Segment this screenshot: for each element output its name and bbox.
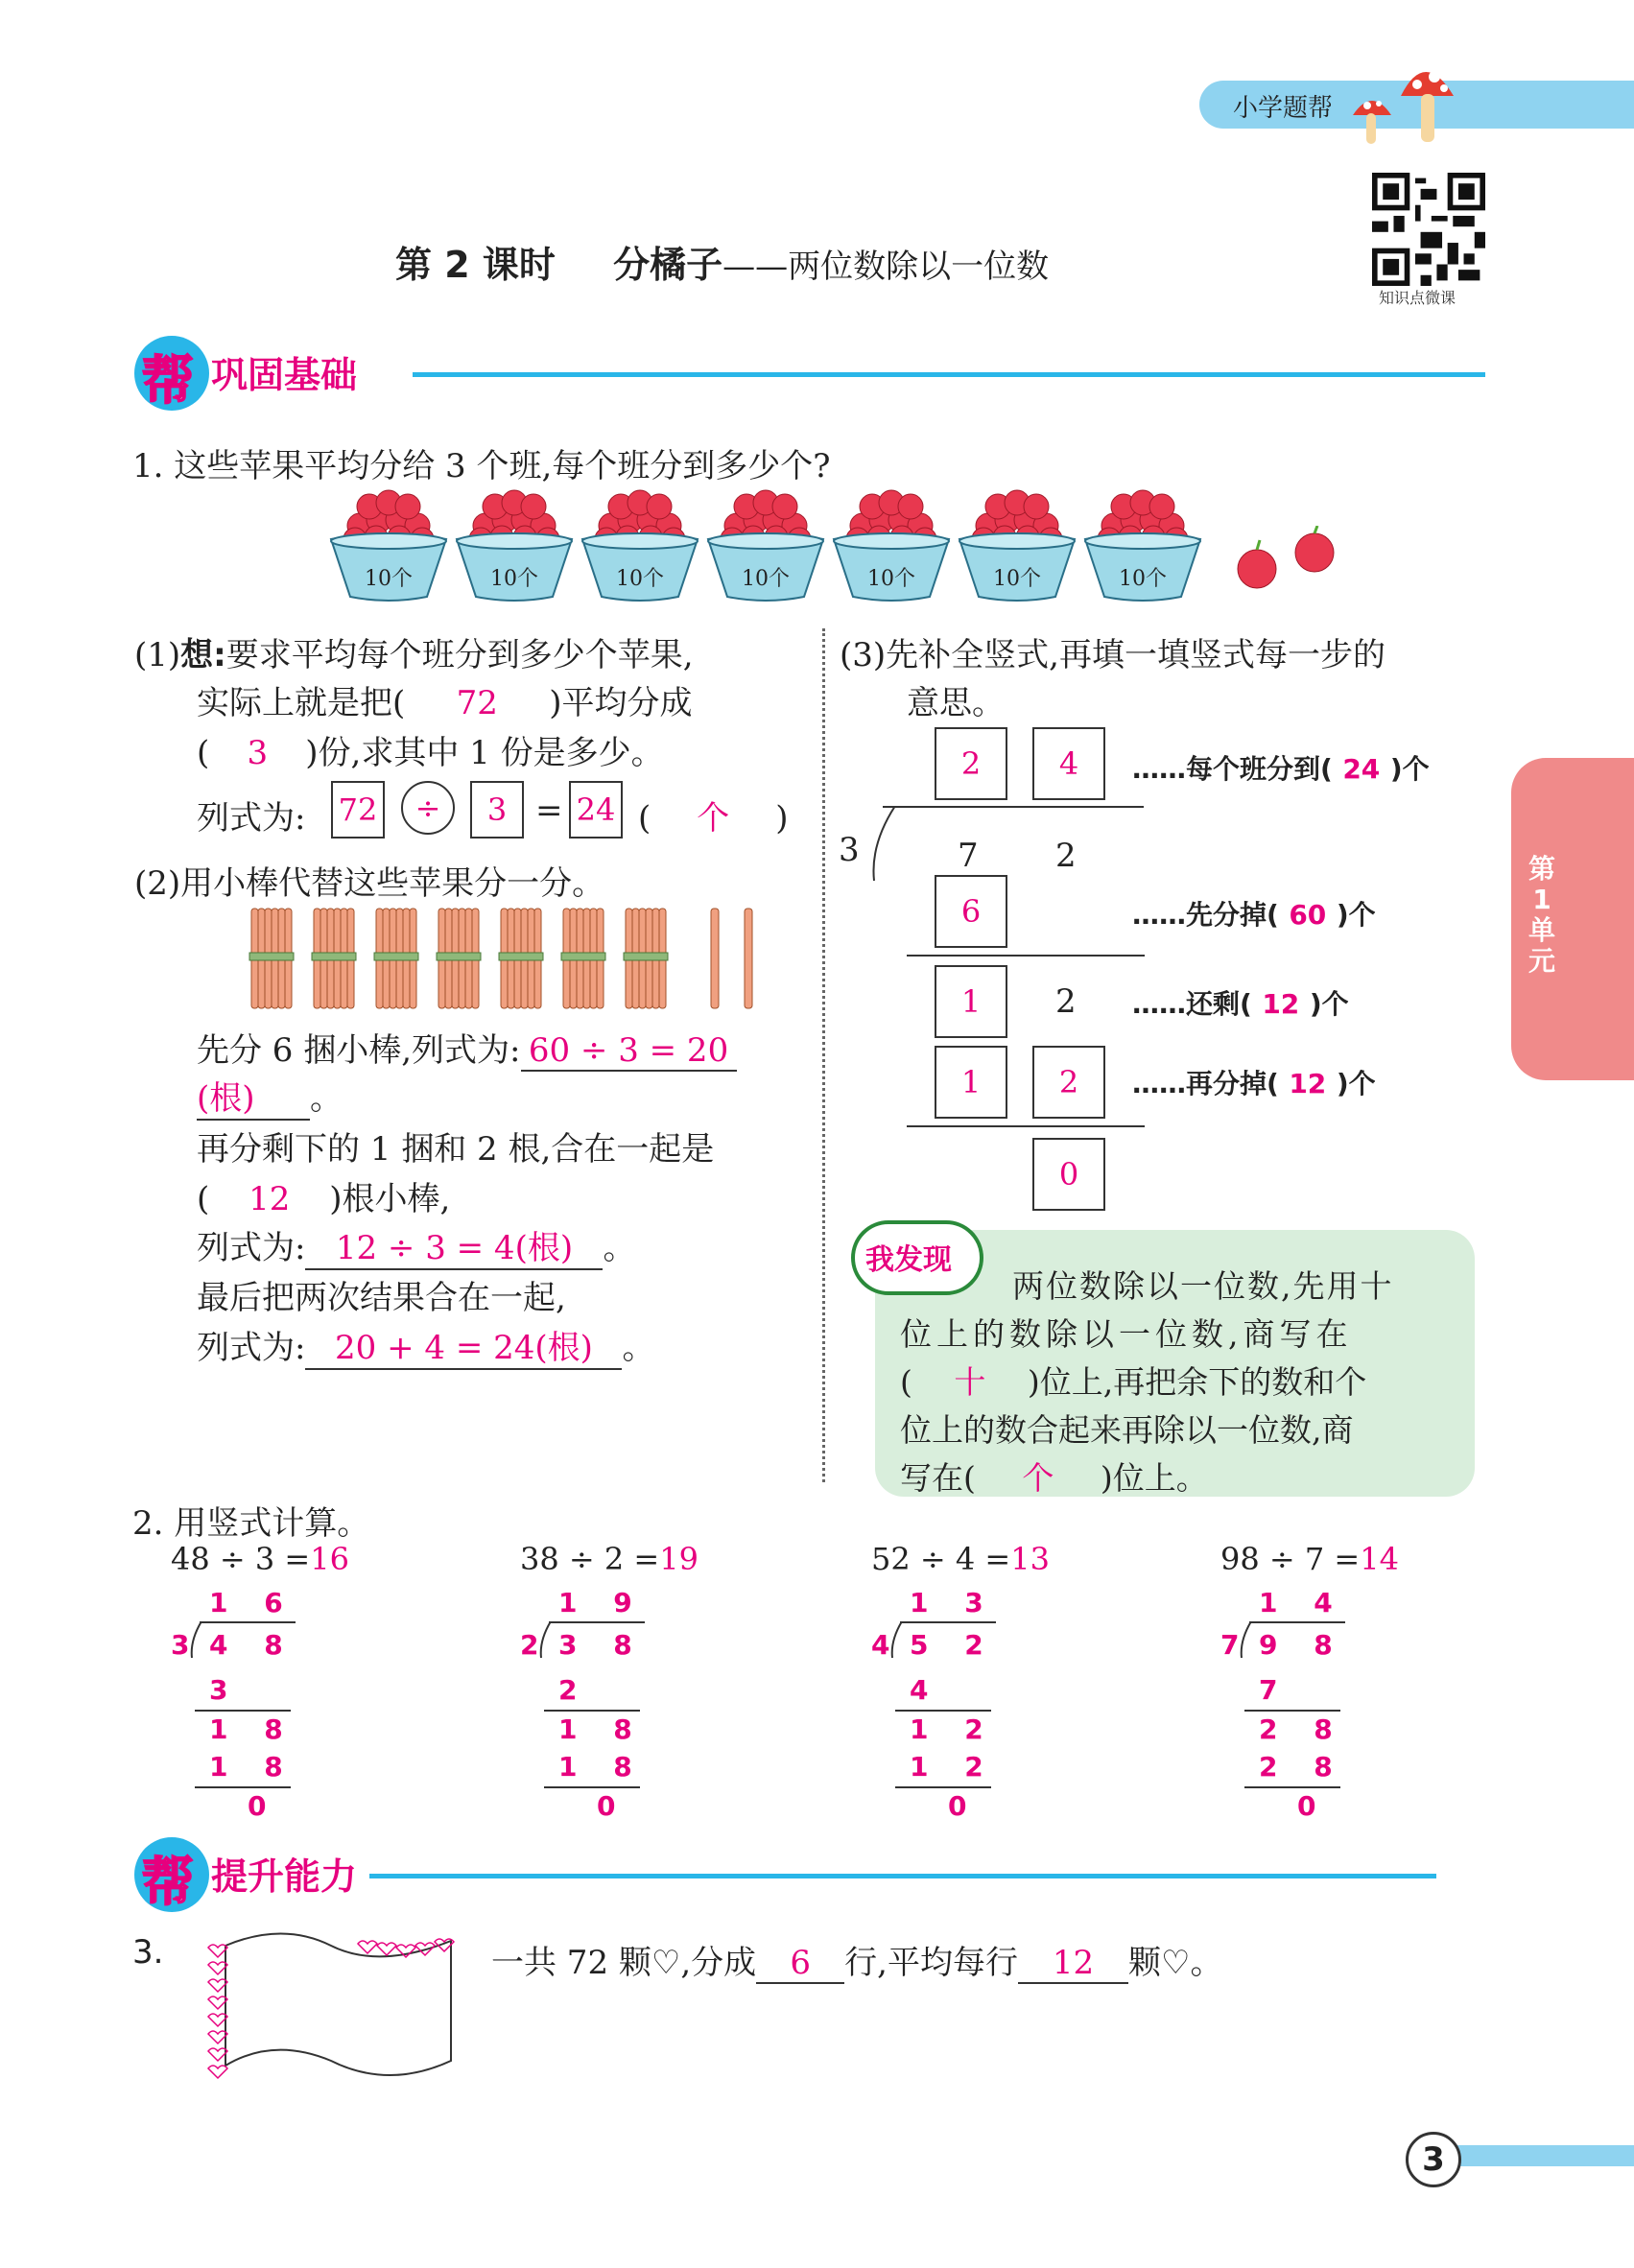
step-note-2: ……先分掉( 60 )个	[1132, 899, 1376, 931]
section-divider	[413, 372, 1485, 377]
quotient-box-tens: 2	[935, 727, 1007, 800]
step-line-1	[907, 955, 1145, 957]
q2-quotient: 1 9	[558, 1587, 646, 1618]
stick-bundle-icon	[559, 907, 607, 1012]
formula-equals: =	[535, 791, 563, 830]
formula-box-b: 3	[470, 781, 524, 839]
single-stick-icon	[742, 907, 755, 1012]
q2-step: 2	[558, 1674, 591, 1706]
q1-part2-step1: 先分 6 捆小棒,列式为: 60 ÷ 3 = 20	[197, 1024, 737, 1072]
q2-divisor: 7	[1220, 1629, 1253, 1661]
discover-line5: 写在( 个 )位上。	[900, 1453, 1208, 1499]
discover-line4: 位上的数合起来再除以一位数,商	[900, 1411, 1354, 1449]
q1-part2-step1b: (根) 。	[197, 1072, 343, 1121]
quotient-box-ones: 4	[1032, 727, 1105, 800]
formula-label: 列式为:	[197, 799, 306, 838]
answer-blank: 12	[1018, 1944, 1128, 1984]
apple-basket-icon	[829, 489, 954, 604]
q2-dividend: 5 2	[910, 1629, 997, 1661]
q1-part2-step4: 最后把两次结果合在一起,	[197, 1279, 566, 1317]
q2-step: 1 2	[910, 1713, 997, 1745]
q2-step-line	[195, 1710, 291, 1712]
q2-remainder: 0	[597, 1790, 629, 1822]
step-line-2	[907, 1125, 1145, 1127]
q2-step: 2 8	[1259, 1751, 1346, 1783]
step-note-1: ……每个班分到( 24 )个	[1132, 753, 1430, 785]
stick-bundle-icon	[622, 907, 670, 1012]
stick-bundle-icon	[435, 907, 483, 1012]
qr-code-icon	[1372, 173, 1485, 286]
stick-bundle-icon	[372, 907, 420, 1012]
apple-basket-icon	[452, 489, 577, 604]
q2-step: 1 8	[209, 1751, 296, 1783]
apple-basket-icon	[703, 489, 828, 604]
q1-part3-title2: 意思。	[907, 684, 1005, 722]
mushroom-icon	[1348, 58, 1463, 149]
q2-step-line	[1244, 1710, 1340, 1712]
q2-title: 2. 用竖式计算。	[132, 1504, 370, 1543]
lesson-name: 分橘子	[613, 244, 723, 286]
q1-part2-step2: 再分剩下的 1 捆和 2 根,合在一起是	[197, 1130, 715, 1169]
loose-apples-icon	[1233, 526, 1338, 593]
q2-dividend: 9 8	[1259, 1629, 1346, 1661]
q2-answer: 14	[1360, 1541, 1399, 1577]
stick-bundle-icon	[310, 907, 358, 1012]
step-digit-r2b: 2	[1055, 982, 1077, 1021]
apple-baskets	[326, 489, 1343, 604]
formula-box-a: 72	[331, 781, 385, 839]
q2-division-bar	[900, 1621, 996, 1623]
q2-divisor: 2	[520, 1629, 553, 1661]
svg-text:10个: 10个	[616, 567, 664, 591]
sticks-bundles	[248, 907, 785, 1012]
step-box-r1: 6	[935, 875, 1007, 948]
q2-expression: 38 ÷ 2 =19	[520, 1541, 699, 1577]
q2-step: 1 8	[209, 1713, 296, 1745]
section-heading-basics: 帮 巩固基础	[134, 336, 1497, 413]
answer: 个	[1022, 1459, 1054, 1497]
answer-blank: 20 + 4 = 24(根)	[305, 1321, 622, 1370]
q2-answer: 16	[310, 1541, 349, 1577]
section-title: 巩固基础	[211, 354, 358, 396]
q2-answer: 13	[1010, 1541, 1050, 1577]
svg-text:10个: 10个	[993, 567, 1041, 591]
page-number: 3	[1406, 2132, 1461, 2187]
apple-basket-icon	[955, 489, 1079, 604]
q2-divisor: 4	[871, 1629, 904, 1661]
q2-remainder: 0	[248, 1790, 280, 1822]
column-divider	[822, 628, 825, 1482]
q2-answer: 19	[659, 1541, 699, 1577]
step-box-r3a: 1	[935, 1046, 1007, 1119]
discover-line3: ( 十 )位上,再把余下的数和个	[900, 1358, 1366, 1403]
q1-part1-line2: 实际上就是把( 72 )平均分成	[197, 684, 693, 722]
formula-unit: ( 个 )	[638, 799, 789, 838]
apple-basket-icon	[578, 489, 702, 604]
svg-text:10个: 10个	[742, 567, 790, 591]
lesson-number: 第 2 课时	[395, 244, 556, 286]
q2-expression: 98 ÷ 7 =14	[1220, 1541, 1399, 1577]
header-tag: 小学题帮	[1233, 94, 1334, 123]
unit-side-tab-label: 第 1 单 元	[1527, 853, 1555, 977]
q3-number: 3.	[132, 1933, 164, 1972]
q1-part1-line3: ( 3 )份,求其中 1 份是多少。	[197, 734, 664, 772]
q2-step-line	[895, 1710, 991, 1712]
svg-text:10个: 10个	[490, 567, 538, 591]
q2-step-line	[1244, 1786, 1340, 1788]
q2-divisor: 3	[171, 1629, 203, 1661]
q1-part1-line1: (1)想:要求平均每个班分到多少个苹果,	[134, 636, 694, 674]
q2-remainder: 0	[1297, 1790, 1330, 1822]
q2-remainder: 0	[948, 1790, 981, 1822]
formula-operator-circle: ÷	[401, 781, 455, 835]
lesson-subtitle: ——两位数除以一位数	[722, 248, 1050, 286]
step-note-4: ……再分掉( 12 )个	[1132, 1068, 1376, 1099]
answer: 72	[456, 684, 498, 722]
single-stick-icon	[708, 907, 722, 1012]
hearts-paper-icon	[206, 1926, 456, 2094]
step-box-r3b: 2	[1032, 1046, 1105, 1119]
stick-bundle-icon	[248, 907, 296, 1012]
svg-text:10个: 10个	[365, 567, 413, 591]
q2-division-bar	[549, 1621, 645, 1623]
step-note-3: ……还剩( 12 )个	[1132, 988, 1349, 1020]
answer: 十	[954, 1363, 986, 1401]
q2-quotient: 1 6	[209, 1587, 296, 1618]
dividend-tens: 7	[958, 837, 979, 875]
section-divider	[369, 1874, 1436, 1878]
q2-step: 3	[209, 1674, 242, 1706]
q2-step-line	[895, 1786, 991, 1788]
q2-step-line	[544, 1710, 640, 1712]
q2-step: 1 8	[558, 1713, 646, 1745]
answer: 3	[247, 734, 269, 772]
q2-expression: 48 ÷ 3 =16	[171, 1541, 349, 1577]
q1-part2-step5: 列式为: 20 + 4 = 24(根) 。	[197, 1321, 654, 1370]
q1-part2-title: (2)用小棒代替这些苹果分一分。	[134, 864, 605, 903]
remainder-box: 0	[1032, 1138, 1105, 1211]
discover-line2: 位上的数除以一位数,商写在	[900, 1315, 1353, 1353]
q3-text: 一共 72 颗♡,分成 6 行,平均每行 12 颗♡。	[491, 1944, 1223, 1982]
q2-dividend: 3 8	[558, 1629, 646, 1661]
lesson-title	[395, 235, 1049, 288]
apple-basket-icon	[1080, 489, 1205, 604]
division-bar	[883, 806, 1144, 808]
divisor: 3	[839, 831, 860, 869]
answer-blank: (根)	[197, 1072, 310, 1121]
discover-line1: 两位数除以一位数,先用十	[1012, 1267, 1394, 1305]
svg-text:10个: 10个	[867, 567, 915, 591]
q2-step: 7	[1259, 1674, 1291, 1706]
q1-part2-step2b: ( 12 )根小棒,	[197, 1180, 451, 1218]
q2-division-bar	[200, 1621, 296, 1623]
q2-step: 2 8	[1259, 1713, 1346, 1745]
formula-box-c: 24	[569, 781, 623, 839]
svg-text:10个: 10个	[1119, 567, 1167, 591]
q2-step-line	[195, 1786, 291, 1788]
section-heading-advanced: 帮 提升能力	[134, 1837, 1497, 1914]
dividend-ones: 2	[1055, 837, 1077, 875]
apple-basket-icon	[326, 489, 451, 604]
answer-blank: 12 ÷ 3 = 4(根)	[305, 1221, 603, 1270]
q1-part3-title1: (3)先补全竖式,再填一填竖式每一步的	[840, 636, 1385, 674]
section-title: 提升能力	[211, 1855, 358, 1898]
division-bracket	[868, 806, 897, 883]
q2-step-line	[544, 1786, 640, 1788]
answer-blank: 60 ÷ 3 = 20	[521, 1031, 737, 1072]
q2-step: 4	[910, 1674, 942, 1706]
q2-division-bar	[1249, 1621, 1345, 1623]
q2-dividend: 4 8	[209, 1629, 296, 1661]
stick-bundle-icon	[497, 907, 545, 1012]
q1-text: 1. 这些苹果平均分给 3 个班,每个班分到多少个?	[132, 447, 831, 485]
q1-part2-step3: 列式为: 12 ÷ 3 = 4(根) 。	[197, 1221, 635, 1270]
q2-expression: 52 ÷ 4 =13	[871, 1541, 1050, 1577]
qr-label: 知识点微课	[1379, 289, 1456, 307]
answer-blank: 6	[756, 1944, 844, 1984]
answer: 12	[249, 1180, 291, 1218]
q2-quotient: 1 3	[910, 1587, 997, 1618]
step-box-r2a: 1	[935, 965, 1007, 1038]
discover-badge-label: 我发现	[865, 1243, 952, 1277]
q2-quotient: 1 4	[1259, 1587, 1346, 1618]
q2-step: 1 2	[910, 1751, 997, 1783]
q2-step: 1 8	[558, 1751, 646, 1783]
